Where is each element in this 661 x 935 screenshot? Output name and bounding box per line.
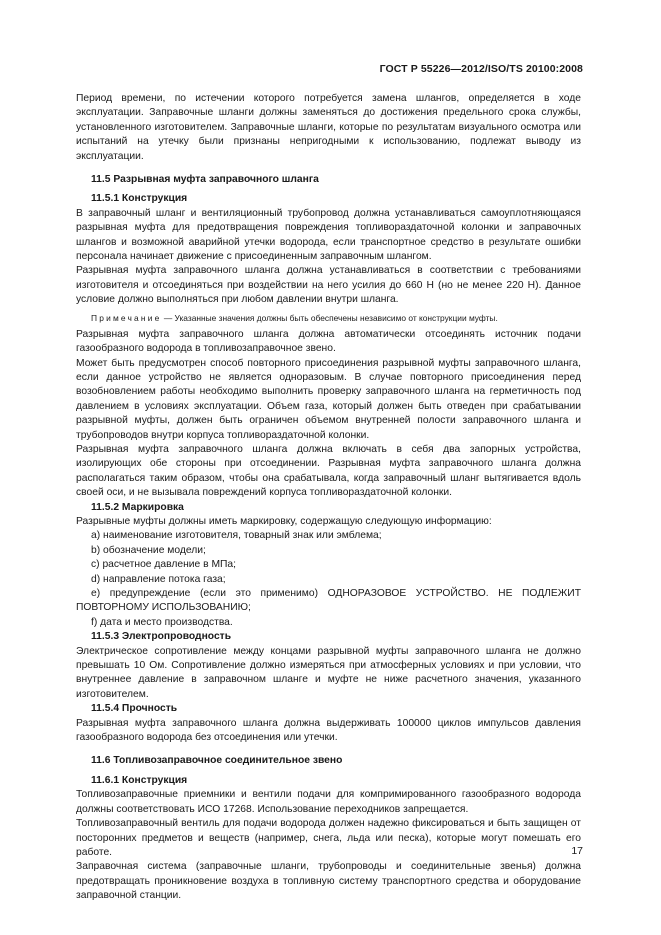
paragraph: Может быть предусмотрен способ повторного присоединения разрывной муфты заправочного шланга, если данное устройство не является одноразовым. В случае повторного присоединения перед возобновлением работы необходимо выполнить проверку заправочного шланга на герметичность под давлением в условиях эксплуатации. Объем газа, который должен быть отведен при срабатывании разрывной муфты, должен быть ограничен объемом внутренней полости заправочного шланга и трубопроводов внутри корпуса топливораздаточной колонки. [76, 357, 581, 441]
paragraph: Электрическое сопротивление между концами разрывной муфты заправочного шланга не должно превышать 10 Ом. Сопротивление должно измеряться при атмосферных условиях и при условии, что внутреннее давление в заправочном шланге и муфте не ниже расчетного значения, указанного изготовителем. [76, 645, 581, 700]
paragraph: Период времени, по истечении которого потребуется замена шлангов, определяется в ходе эксплуатации. Заправочные шланги должны заменяться до достижения предельного срока службы, установленного изготовителем. Заправочные шланги, которые по результатам визуального осмотра или испытаний на утечку были признаны непригодными к использованию, подлежат выводу из эксплуатации. [76, 93, 581, 162]
paragraph: Топливозаправочные приемники и вентили подачи для компримированного газообразного водорода должны соответствовать ИСО 17268. Использование переходников запрещается. [76, 789, 581, 815]
section-heading-11-5: 11.5 Разрывная муфта заправочного шланга [91, 174, 319, 186]
list-item: f) дата и место производства. [91, 616, 233, 628]
paragraph: Разрывная муфта заправочного шланга должна автоматически отсоединять источник подачи газообразного водорода в топливозаправочное звено. [76, 328, 581, 355]
section-heading-11-6: 11.6 Топливозаправочное соединительное звено [91, 755, 343, 767]
document-standard-header: ГОСТ Р 55226—2012/ISO/TS 20100:2008 [379, 63, 583, 75]
paragraph: Топливозаправочный вентиль для подачи водорода должен надежно фиксироваться и быть защищен от посторонних предметов и веществ (например, снега, льда или песка), которые могут помешать его работе. [76, 818, 581, 858]
subsection-heading-11-5-2: 11.5.2 Маркировка [91, 501, 184, 513]
paragraph: Разрывная муфта заправочного шланга должна устанавливаться в соответствии с требованиями изготовителя и отсоединяться при воздействии на него усилия до 660 Н (но не менее 220 Н). Данное условие должно выполняться при любом давлении внутри шланга. [76, 265, 581, 306]
paragraph: Разрывная муфта заправочного шланга должна включать в себя два запорных устройства, изолирующих обе стороны при отсоединении. Разрывная муфта заправочного шланга должна располагаться таким образом, чтобы она срабатывала, когда заправочный шланг вытягивается вдоль своей оси, и не вызывала повреждений корпуса топливораздаточной колонки. [76, 443, 581, 499]
note-text: — Указанные значения должны быть обеспечены независимо от конструкции муфты. [163, 312, 498, 323]
subsection-heading-11-5-3: 11.5.3 Электропроводность [91, 631, 232, 643]
paragraph: Разрывные муфты должны иметь маркировку, содержащую следующую информацию: [76, 515, 492, 527]
list-item: d) направление потока газа; [91, 573, 226, 585]
paragraph: Заправочная система (заправочные шланги, трубопроводы и соединительные звенья) должна предотвращать проникновение воздуха в топливную систему транспортного средства и оборудование заправочной станции. [76, 861, 581, 902]
list-item: e) предупреждение (если это применимо) ОДНОРАЗОВОЕ УСТРОЙСТВО. НЕ ПОДЛЕЖИТ ПОВТОРНОМУ ИСПОЛЬЗОВАНИЮ; [76, 588, 581, 614]
subsection-heading-11-5-1: 11.5.1 Конструкция [91, 193, 188, 205]
subsection-heading-11-5-4: 11.5.4 Прочность [91, 703, 178, 715]
document-body [76, 92, 581, 904]
list-item: c) расчетное давление в МПа; [91, 559, 237, 571]
subsection-heading-11-6-1: 11.6.1 Конструкция [91, 774, 188, 786]
note-label: Примечание [91, 312, 162, 323]
paragraph: Разрывная муфта заправочного шланга должна выдерживать 100000 циклов импульсов давления газообразного водорода без отсоединения или утечки. [76, 717, 581, 744]
list-item: b) обозначение модели; [91, 544, 206, 556]
note [76, 312, 581, 324]
paragraph: В заправочный шланг и вентиляционный трубопровод должна устанавливаться самоуплотняющаяся разрывная муфта для предотвращения повреждения топливораздаточной колонки и заправочных шлангов и возможной аварийной утечки водорода, если транспортное средство в результате ошибки персонала начинает движение с присоединенным заправочным шлангом. [76, 207, 581, 263]
page-number: 17 [571, 845, 583, 857]
list-item: a) наименование изготовителя, товарный знак или эмблема; [91, 530, 382, 542]
